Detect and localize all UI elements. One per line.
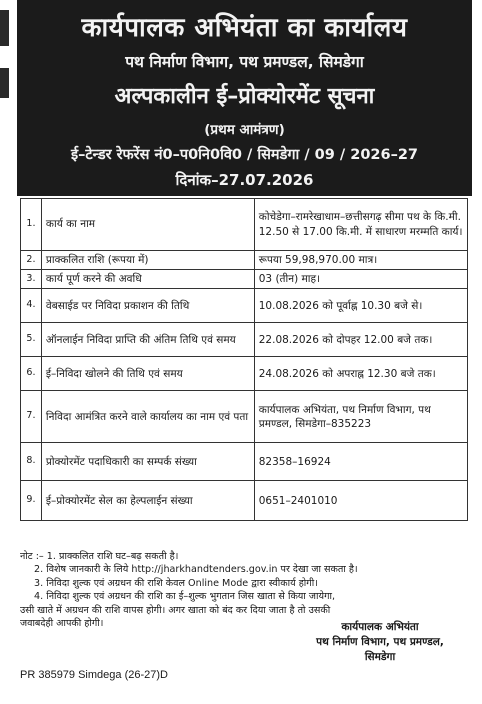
left-edge-mark-bottom [0, 68, 9, 98]
row-value: कोचेडेगा–रामरेखाधाम–छत्तीसगढ़ सीमा पथ के कि.मी. 12.50 से 17.00 कि.मी. में साधारण मरम्मति कार्य। [254, 199, 467, 251]
table-row [21, 391, 468, 443]
row-value: 03 (तीन) माह। [254, 270, 467, 289]
row-value: कार्यपालक अभियंता, पथ निर्माण विभाग, पथ प्रमण्डल, सिमडेगा–835223 [254, 391, 467, 443]
note-line-4c: जवाबदेही आपकी होगी। [20, 618, 104, 630]
row-serial: 3. [21, 270, 42, 289]
row-serial: 5. [21, 323, 42, 357]
row-serial: 4. [21, 289, 42, 323]
table-row [21, 357, 468, 391]
row-value: 10.08.2026 को पूर्वाह्न 10.30 बजे से। [254, 289, 467, 323]
signature-location: सिमडेगा [364, 651, 396, 664]
table-row [21, 199, 468, 251]
tender-reference: ई–टेन्डर रेफरेंस नं0–प0नि0वि0 / सिमडेगा / 09 / 2026–27 [70, 147, 419, 163]
invitation-label: (प्रथम आमंत्रण) [204, 122, 285, 138]
row-value: 22.08.2026 को दोपहर 12.00 बजे तक। [254, 323, 467, 357]
row-item: ई–निविदा खोलने की तिथि एवं समय [41, 357, 254, 391]
row-serial: 1. [21, 199, 42, 251]
row-value: 24.08.2026 को अपराह्न 12.30 बजे तक। [254, 357, 467, 391]
department-name: पथ निर्माण विभाग, पथ प्रमण्डल, सिमडेगा [125, 53, 364, 71]
pr-number: PR 385979 Simdega (26-27)D [20, 669, 168, 681]
row-serial: 7. [21, 391, 42, 443]
note-line-4b: उसी खाते में अग्रधन की राशि वापस होगी। अगर खाता को बंद कर दिया जाता है तो उसकी [20, 604, 331, 616]
note-line-3: 3. निविदा शुल्क एवं अग्रधन की राशि केवल Online Mode द्वारा स्वीकार्य होगी। [34, 577, 318, 589]
table-row [21, 289, 468, 323]
row-value: 0651–2401010 [254, 481, 467, 521]
row-serial: 2. [21, 251, 42, 270]
row-item: प्रोक्योरमेंट पदाधिकारी का सम्पर्क संख्या [41, 443, 254, 481]
note-line-1 [20, 550, 472, 563]
tender-details-table [20, 198, 468, 521]
notice-header [17, 0, 472, 196]
row-serial: 8. [21, 443, 42, 481]
table-row [21, 481, 468, 521]
table-row [21, 251, 468, 270]
notes-section [20, 550, 472, 631]
row-value: 82358–16924 [254, 443, 467, 481]
office-name: कार्यपालक अभियंता का कार्यालय [81, 13, 408, 43]
notes-label: नोट :– [20, 551, 44, 562]
row-item: ई–प्रोक्योरमेंट सेल का हेल्पलाईन संख्या [41, 481, 254, 521]
note-text-1: 1. प्राक्कलित राशि घट–बढ़ सकती है। [46, 551, 179, 562]
table-row [21, 323, 468, 357]
note-line-2: 2. विशेष जानकारी के लिये http://jharkhandtenders.gov.in पर देखा जा सकता है। [34, 564, 358, 576]
left-edge-mark-top [0, 10, 9, 46]
row-item: वेबसाईड पर निविदा प्रकाशन की तिथि [41, 289, 254, 323]
table-row [21, 443, 468, 481]
notice-title: अल्पकालीन ई–प्रोक्योरमेंट सूचना [114, 84, 375, 109]
row-serial: 9. [21, 481, 42, 521]
row-item: प्राक्कलित राशि (रूपया में) [41, 251, 254, 270]
note-line-4a: 4. निविदा शुल्क एवं अग्रधन की राशि का ई–शुल्क भुगतान जिस खाता से किया जायेगा, [34, 591, 336, 603]
signature-department: पथ निर्माण विभाग, पथ प्रमण्डल, [316, 636, 444, 649]
row-value: रूपया 59,98,970.00 मात्र। [254, 251, 467, 270]
row-serial: 6. [21, 357, 42, 391]
table-row [21, 270, 468, 289]
row-item: ऑनलाईन निविदा प्राप्ति की अंतिम तिथि एवं समय [41, 323, 254, 357]
row-item: निविदा आमंत्रित करने वाले कार्यालय का नाम एवं पता [41, 391, 254, 443]
row-item: कार्य का नाम [41, 199, 254, 251]
notice-date: दिनांक–27.07.2026 [175, 171, 314, 189]
signature-title: कार्यपालक अभियंता [341, 621, 419, 633]
row-item: कार्य पूर्ण करने की अवधि [41, 270, 254, 289]
signature-block [286, 620, 474, 666]
